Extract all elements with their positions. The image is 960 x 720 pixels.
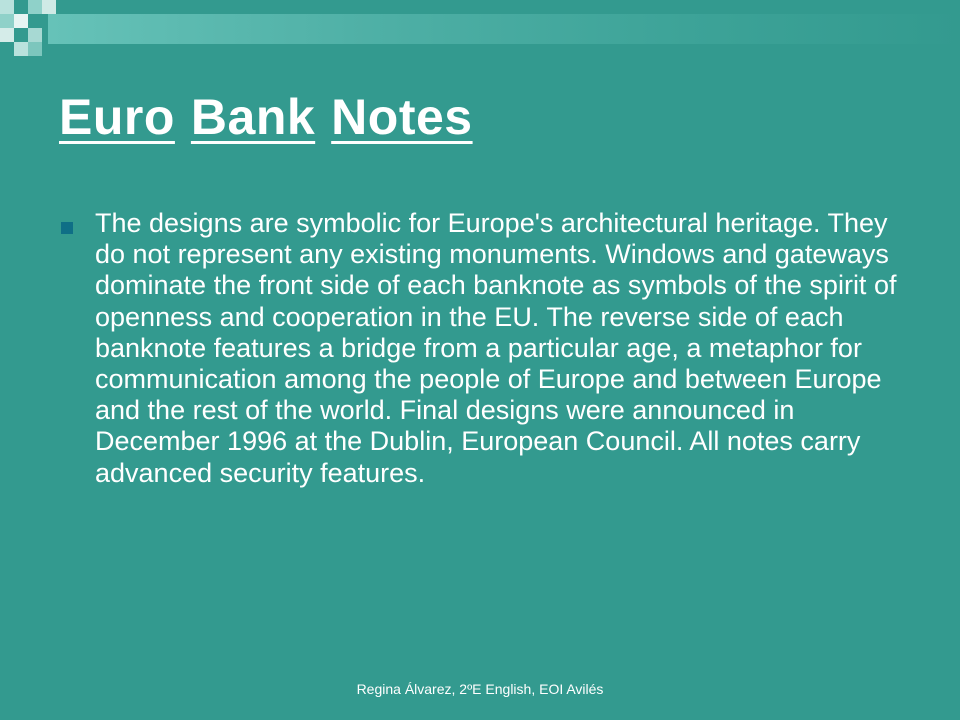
list-item — [59, 208, 909, 489]
decor-square — [42, 0, 56, 14]
bullet-list — [59, 208, 909, 489]
square-bullet-icon — [61, 222, 73, 234]
title-link-euro[interactable]: Euro — [59, 89, 175, 145]
decor-square — [14, 42, 28, 56]
header-band — [48, 14, 960, 44]
bullet-text: The designs are symbolic for Europe's architectural heritage. They do not represent any existing monuments. Windows and gateways dominate the front side of each banknote as symbols of the spirit of openness and cooperation in the EU. The reverse side of each banknote features a bridge from a particular age, a metaphor for communication among the people of Europe and between Europe and the rest of the world. Final designs were announced in December 1996 at the Dublin, European Council. All notes carry advanced security features. — [95, 208, 897, 488]
decor-square — [14, 14, 28, 28]
decor-square — [28, 28, 42, 42]
decor-square — [0, 0, 14, 14]
title-link-notes[interactable]: Notes — [331, 89, 473, 145]
decor-square — [0, 14, 14, 28]
decor-square — [14, 0, 28, 14]
slide-footer: Regina Álvarez, 2ºE English, EOI Avilés — [356, 681, 604, 697]
decor-square — [28, 0, 42, 14]
decor-square — [0, 28, 14, 42]
decor-square — [28, 42, 42, 56]
decor-square — [14, 28, 28, 42]
slide-title — [59, 88, 473, 146]
decor-square — [28, 14, 42, 28]
title-link-bank[interactable]: Bank — [190, 89, 316, 145]
